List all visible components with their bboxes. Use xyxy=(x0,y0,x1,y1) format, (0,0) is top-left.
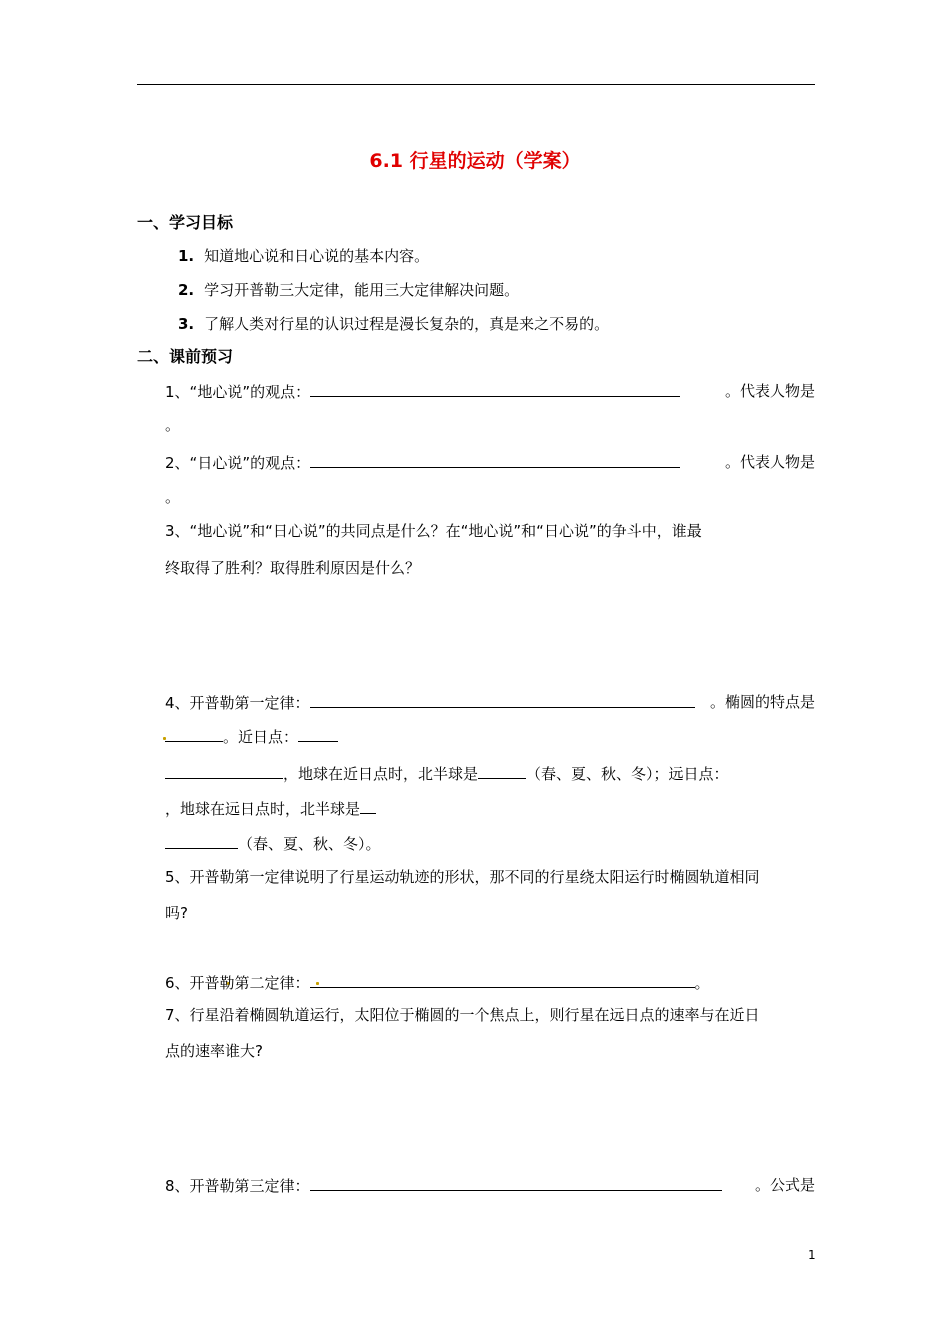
question-3-line1: 3、“地心说”和“日心说”的共同点是什么？在“地心说”和“日心说”的争斗中，谁最 xyxy=(165,522,702,540)
page-number: 1 xyxy=(808,1248,816,1262)
goal-text: 了解人类对行星的认识过程是漫长复杂的，真是来之不易的。 xyxy=(204,315,610,333)
section-heading-goals: 一、学习目标 xyxy=(137,213,234,232)
question-5-line1: 5、开普勒第一定律说明了行星运动轨迹的形状，那不同的行星绕太阳运行时椭圆轨道相同 xyxy=(165,868,760,886)
answer-blank[interactable] xyxy=(310,691,695,708)
answer-blank[interactable] xyxy=(310,1174,722,1191)
answer-blank[interactable] xyxy=(165,762,283,779)
goal-text: 学习开普勒三大定律，能用三大定律解决问题。 xyxy=(204,281,520,299)
q4-perihelion-text: ，地球在近日点时，北半球是 xyxy=(283,765,479,783)
q4-line2 xyxy=(165,725,338,747)
q2-label: 2、“日心说”的观点： xyxy=(165,454,311,472)
q4-line5 xyxy=(165,832,381,854)
q1-tail: 。代表人物是 xyxy=(724,382,815,400)
q1-end: 。 xyxy=(165,416,181,434)
question-5-line2: 吗? xyxy=(165,904,188,922)
q4-label: 4、开普勒第一定律： xyxy=(165,694,310,712)
header-rule xyxy=(137,84,815,85)
q8-label: 8、开普勒第三定律： xyxy=(165,1177,310,1195)
page-title: 6.1 行星的运动（学案） xyxy=(369,150,581,172)
answer-blank[interactable] xyxy=(165,832,238,849)
answer-blank[interactable] xyxy=(478,762,526,779)
answer-blank[interactable] xyxy=(165,725,223,742)
q6-label: 6、开普勒第二定律： xyxy=(165,974,310,992)
goal-number: 2. xyxy=(178,281,195,299)
q2-tail: 。代表人物是 xyxy=(724,453,815,471)
question-8 xyxy=(165,1174,722,1196)
answer-blank[interactable] xyxy=(310,451,680,468)
goal-item xyxy=(178,245,429,266)
question-7-line2: 点的速率谁大? xyxy=(165,1042,263,1060)
question-1 xyxy=(165,380,680,402)
question-4 xyxy=(165,691,695,713)
q4-line3 xyxy=(165,762,729,784)
q4-aphelion-label: （春、夏、秋、冬）；远日点： xyxy=(526,765,729,783)
answer-blank[interactable] xyxy=(310,380,680,397)
goal-number: 1. xyxy=(178,247,195,265)
goal-number: 3. xyxy=(178,315,195,333)
q4-season-options: （春、夏、秋、冬）。 xyxy=(238,835,381,853)
q4-line4 xyxy=(165,797,376,819)
answer-blank[interactable] xyxy=(310,971,695,988)
q4-tail: 。椭圆的特点是 xyxy=(709,693,815,711)
q4-perihelion-label: 。近日点： xyxy=(223,728,299,746)
q6-end: 。 xyxy=(694,974,710,992)
question-2 xyxy=(165,451,680,473)
q4-aphelion-text: ，地球在远日点时，北半球是 xyxy=(165,800,361,818)
q2-end: 。 xyxy=(165,488,181,506)
goal-text: 知道地心说和日心说的基本内容。 xyxy=(204,247,430,265)
answer-blank[interactable] xyxy=(360,797,376,814)
goal-item xyxy=(178,279,519,300)
section-heading-preview: 二、课前预习 xyxy=(137,347,234,366)
goal-item xyxy=(178,313,609,334)
answer-blank[interactable] xyxy=(298,725,338,742)
question-3-line2: 终取得了胜利？取得胜利原因是什么？ xyxy=(165,559,421,577)
question-7-line1: 7、行星沿着椭圆轨道运行，太阳位于椭圆的一个焦点上，则行星在远日点的速率与在近日 xyxy=(165,1006,760,1024)
q8-tail: 。公式是 xyxy=(754,1176,815,1194)
q1-label: 1、“地心说”的观点： xyxy=(165,383,311,401)
question-6 xyxy=(165,971,710,993)
